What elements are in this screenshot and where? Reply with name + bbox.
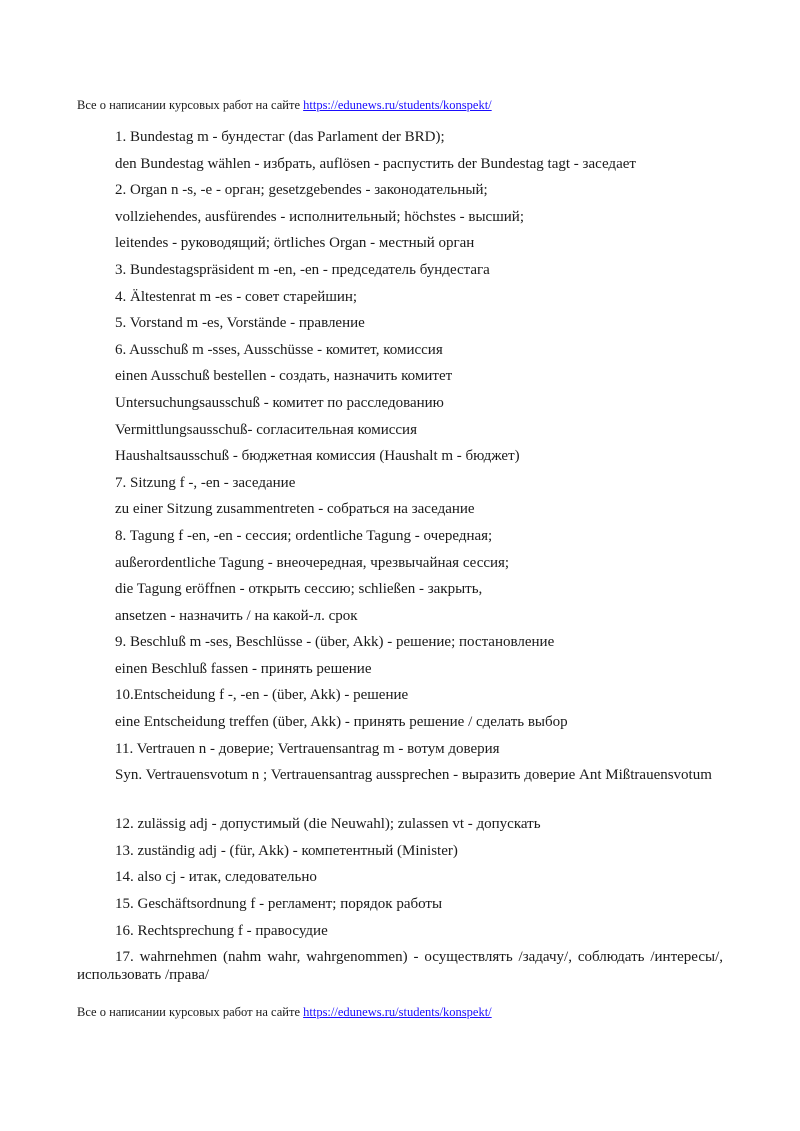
line-13: Haushaltsausschuß - бюджетная комиссия (Haushalt m - бюджет) — [115, 448, 520, 465]
line-29: 15. Geschäftsordnung f - регламент; порядок работы — [115, 896, 443, 913]
line-26: 12. zulässig adj - допустимый (die Neuwahl); zulassen vt - допускать — [115, 816, 541, 833]
header-link[interactable]: https://edunews.ru/students/konspekt/ — [303, 98, 492, 112]
line-7: 4. Ältestenrat m -es - совет старейшин; — [115, 288, 358, 305]
document-body — [77, 124, 723, 993]
line-21: einen Beschluß fassen - принять решение — [115, 660, 372, 677]
line-8: 5. Vorstand m -es, Vorstände - правление — [115, 315, 365, 332]
line-31: 17. wahrnehmen (nahm wahr, wahrgenommen) - осуществлять /задачу/, соблюдать /интересы/, использовать /права/ — [77, 949, 723, 984]
line-5: leitendes - руководящий; örtliches Organ - местный орган — [115, 235, 475, 252]
line-9: 6. Ausschuß m -sses, Ausschüsse - комитет, комиссия — [115, 341, 443, 358]
footer-link[interactable]: https://edunews.ru/students/konspekt/ — [303, 1005, 492, 1019]
line-22: 10.Entscheidung f -, -en - (über, Akk) - решение — [115, 687, 409, 704]
line-20: 9. Beschluß m -ses, Beschlüsse - (über, Akk) - решение; постановление — [115, 634, 555, 651]
line-19: ansetzen - назначить / на какой-л. срок — [115, 607, 358, 624]
footer-text: Все о написании курсовых работ на сайте — [77, 1005, 304, 1019]
line-16: 8. Tagung f -en, -en - сессия; ordentliche Tagung - очередная; — [115, 527, 493, 544]
page-footer — [77, 1005, 492, 1019]
line-3: 2. Organ n -s, -e - орган; gesetzgebendes - законодательный; — [115, 182, 488, 199]
line-10: einen Ausschuß bestellen - создать, назначить комитет — [115, 368, 453, 385]
line-12: Vermittlungsausschuß- согласительная комиссия — [115, 421, 417, 438]
line-4: vollziehendes, ausfürendes - исполнительный; höchstes - высший; — [115, 208, 524, 225]
line-27: 13. zuständig adj - (für, Akk) - компетентный (Minister) — [115, 842, 458, 859]
line-24: 11. Vertrauen n - доверие; Vertrauensantrag m - вотум доверия — [115, 740, 500, 757]
line-18: die Tagung eröffnen - открыть сессию; schließen - закрыть, — [115, 581, 483, 598]
line-2: den Bundestag wählen - избрать, auflösen - распустить der Bundestag tagt - заседает — [115, 155, 636, 172]
line-25: Syn. Vertrauensvotum n ; Vertrauensantrag aussprechen - выразить доверие Ant Mißtrauensvotum — [115, 767, 712, 784]
line-30: 16. Rechtsprechung f - правосудие — [115, 922, 328, 939]
header-text: Все о написании курсовых работ на сайте — [77, 98, 304, 112]
line-1: 1. Bundestag m - бундестаг (das Parlament der BRD); — [115, 129, 445, 145]
line-6: 3. Bundestagspräsident m -en, -en - председатель бундестага — [115, 261, 490, 278]
line-28: 14. also cj - итак, следовательно — [115, 869, 317, 886]
line-23: eine Entscheidung treffen (über, Akk) - принять решение / сделать выбор — [115, 714, 568, 731]
page-header — [77, 98, 492, 112]
line-14: 7. Sitzung f -, -en - заседание — [115, 474, 296, 491]
line-15: zu einer Sitzung zusammentreten - собраться на заседание — [115, 501, 475, 518]
line-11: Untersuchungsausschuß - комитет по расследованию — [115, 394, 444, 411]
line-17: außerordentliche Tagung - внеочередная, чрезвычайная сессия; — [115, 554, 510, 571]
